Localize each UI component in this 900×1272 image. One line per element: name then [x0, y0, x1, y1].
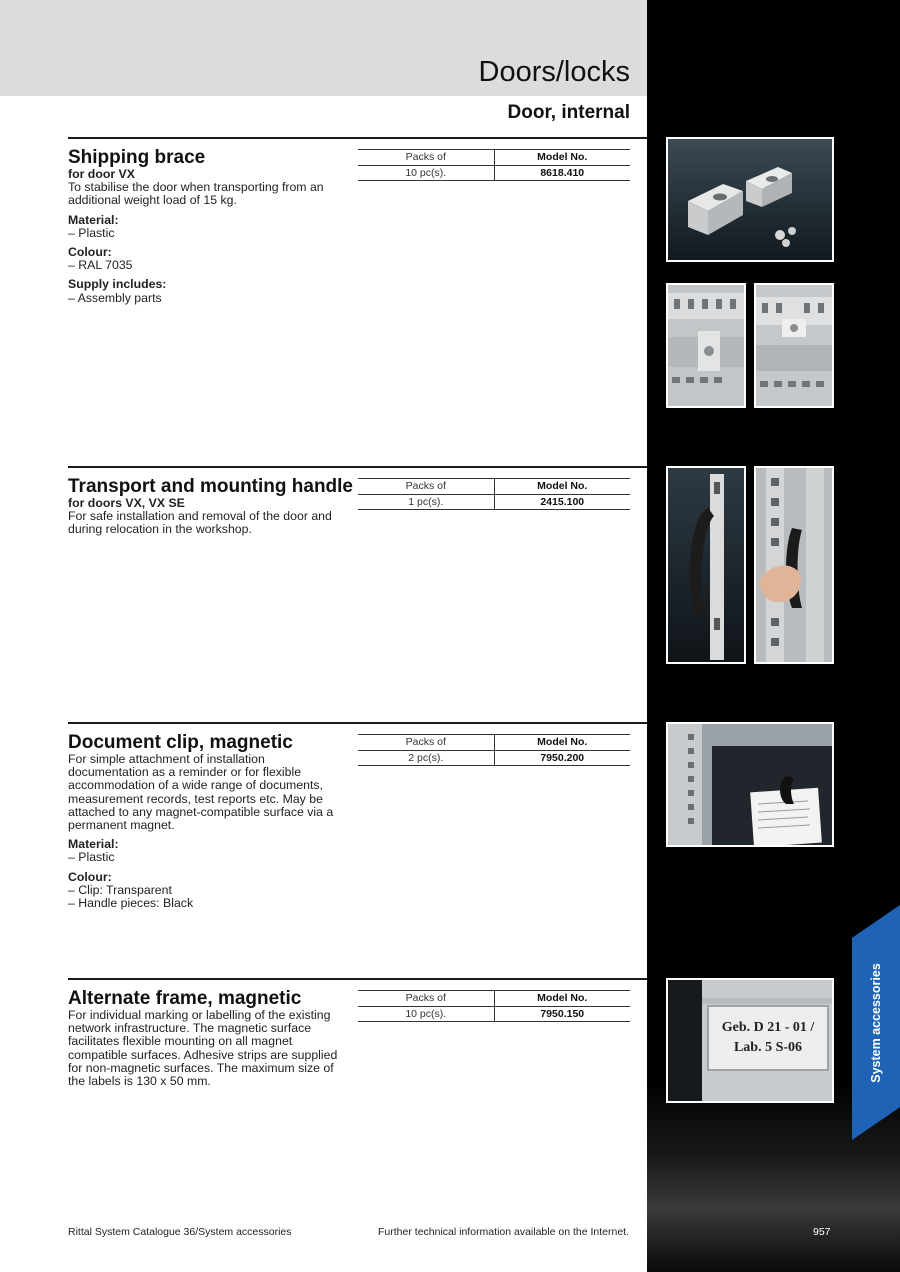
handle-photo	[666, 466, 746, 664]
supply-item: – Assembly parts	[68, 290, 162, 305]
supply-heading: Supply includes:	[68, 277, 167, 292]
section-rule	[68, 978, 647, 980]
table-cell-packs: 10 pc(s).	[358, 1006, 494, 1022]
table-cell-model: 7950.200	[494, 750, 630, 766]
material-item: – Plastic	[68, 225, 115, 240]
product-description: To stabilise the door when transporting from an additional weight load of 15 kg.	[68, 180, 324, 208]
product-transport-handle	[68, 466, 647, 666]
product-title: Alternate frame, magnetic	[68, 988, 302, 1009]
product-description: For simple attachment of installation documentation as a reminder or for flexible accommodation of a wide range of documents, measurement records, test reports etc. May be attached to any magnet-compatible surface via a permanent magnet.	[68, 752, 334, 833]
section-rule	[68, 722, 647, 724]
colour-item: – Handle pieces: Black	[68, 896, 194, 911]
alternate-frame-photo	[666, 978, 834, 1103]
table-header-packs: Packs of	[358, 735, 494, 751]
product-description: For individual marking or labelling of the existing network infrastructure. The magnetic surface facilitates flexible mounting on all magnet compatible surfaces. Adhesive strips are supplied for non-magnetic surfaces. The maximum size of the labels is 130 x 50 mm.	[68, 1008, 338, 1089]
shipping-brace-mounted-photo-2	[754, 283, 834, 408]
table-header-model: Model No.	[494, 150, 630, 166]
product-shipping-brace	[68, 137, 647, 437]
product-title: Transport and mounting handle	[68, 476, 353, 497]
product-description: For safe installation and removal of the door and during relocation in the workshop.	[68, 509, 332, 537]
frame-label-line1: Geb. D 21 - 01 /	[721, 1020, 815, 1035]
table-cell-packs: 10 pc(s).	[358, 165, 494, 181]
footer-catalogue: Rittal System Catalogue 36/System accessories	[68, 1226, 292, 1238]
section-title: Door, internal	[507, 102, 630, 123]
page-title: Doors/locks	[478, 56, 630, 88]
handle-in-use-photo	[754, 466, 834, 664]
material-item: – Plastic	[68, 850, 115, 865]
order-table	[358, 478, 630, 510]
section-rule	[68, 137, 647, 139]
footer-info: Further technical information available on the Internet.	[378, 1226, 629, 1238]
product-title: Shipping brace	[68, 147, 206, 168]
table-header-packs: Packs of	[358, 479, 494, 495]
document-clip-photo	[666, 722, 834, 847]
side-tab-label: System accessories	[869, 962, 883, 1083]
table-header-model: Model No.	[494, 735, 630, 751]
page-number: 957	[813, 1226, 831, 1238]
product-text	[68, 753, 346, 910]
order-table	[358, 734, 630, 766]
table-header-model: Model No.	[494, 479, 630, 495]
product-document-clip	[68, 722, 647, 922]
section-rule	[68, 466, 647, 468]
material-heading: Material:	[68, 212, 119, 227]
shipping-brace-photo	[666, 137, 834, 262]
order-table	[358, 990, 630, 1022]
table-cell-model: 8618.410	[494, 165, 630, 181]
side-tab-label-wrap[interactable]	[852, 905, 900, 1140]
order-table	[358, 149, 630, 181]
frame-label-line2: Lab. 5 S-06	[733, 1040, 803, 1055]
colour-heading: Colour:	[68, 245, 112, 260]
colour-item: – RAL 7035	[68, 258, 133, 273]
table-header-packs: Packs of	[358, 150, 494, 166]
colour-item: – Clip: Transparent	[68, 882, 172, 897]
product-subtitle: for door VX	[68, 167, 135, 181]
table-header-model: Model No.	[494, 991, 630, 1007]
colour-heading: Colour:	[68, 869, 112, 884]
material-heading: Material:	[68, 837, 119, 852]
table-cell-model: 2415.100	[494, 494, 630, 510]
table-cell-packs: 2 pc(s).	[358, 750, 494, 766]
product-title: Document clip, magnetic	[68, 732, 293, 753]
frame-label	[708, 1008, 828, 1068]
product-subtitle: for doors VX, VX SE	[68, 496, 185, 510]
table-cell-model: 7950.150	[494, 1006, 630, 1022]
table-header-packs: Packs of	[358, 991, 494, 1007]
product-alternate-frame	[68, 978, 647, 1138]
shipping-brace-mounted-photo-1	[666, 283, 746, 408]
product-text	[68, 497, 346, 537]
product-text	[68, 168, 346, 305]
product-text	[68, 1009, 346, 1088]
table-cell-packs: 1 pc(s).	[358, 494, 494, 510]
